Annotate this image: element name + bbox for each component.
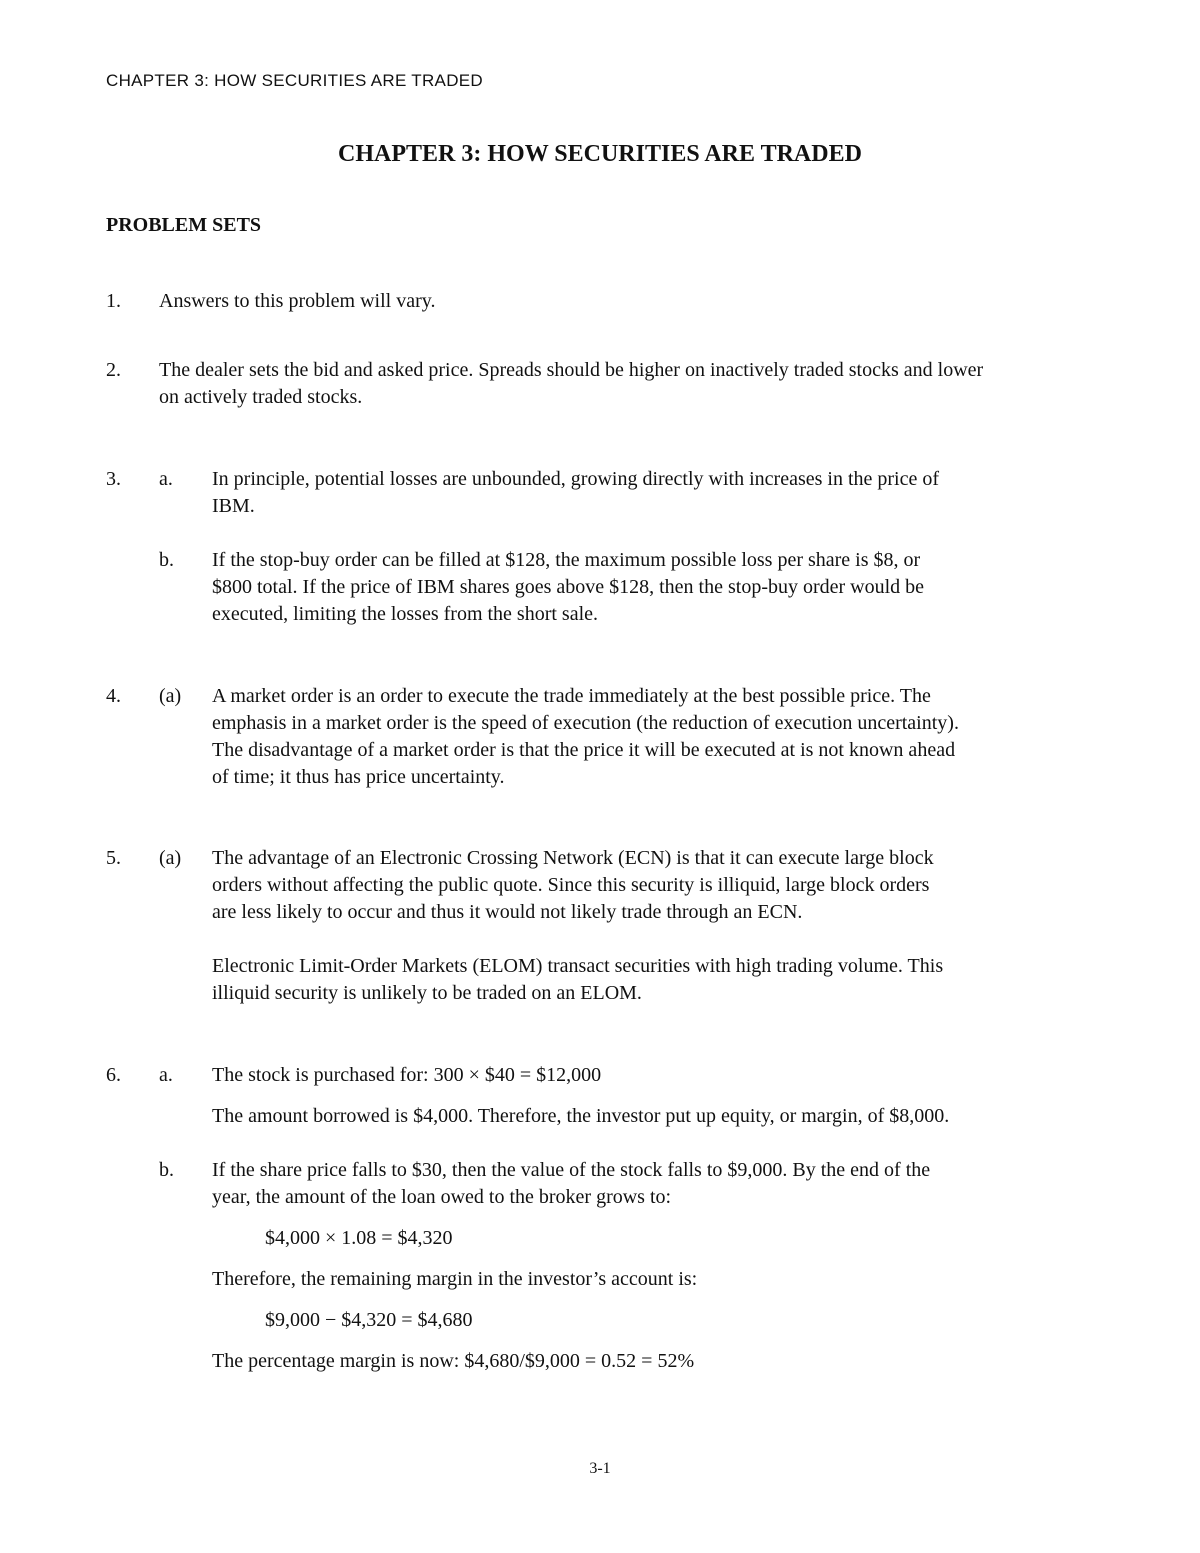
section-heading: PROBLEM SETS — [106, 214, 262, 236]
answer-line: IBM. — [212, 495, 255, 517]
answer-line: The percentage margin is now: $4,680/$9,000 = 0.52 = 52% — [212, 1350, 695, 1372]
subpart-label: b. — [159, 549, 174, 571]
answer-line: orders without affecting the public quote. Since this security is illiquid, large block orders — [212, 874, 930, 896]
running-header: CHAPTER 3: HOW SECURITIES ARE TRADED — [106, 71, 483, 90]
answer-line: If the share price falls to $30, then the value of the stock falls to $9,000. By the end of the — [212, 1159, 931, 1181]
subpart-label: (a) — [159, 685, 182, 707]
problem-number: 3. — [106, 468, 121, 490]
problem-number: 6. — [106, 1064, 121, 1086]
answer-line: of time; it thus has price uncertainty. — [212, 766, 505, 788]
answer-line: year, the amount of the loan owed to the broker grows to: — [212, 1186, 672, 1208]
answer-line: emphasis in a market order is the speed of execution (the reduction of execution uncertainty). — [212, 712, 959, 734]
subpart-label: a. — [159, 468, 173, 490]
answer-line: Therefore, the remaining margin in the investor’s account is: — [212, 1268, 698, 1290]
answer-line: Answers to this problem will vary. — [159, 290, 436, 312]
answer-line: Electronic Limit-Order Markets (ELOM) transact securities with high trading volume. This — [212, 955, 944, 977]
answer-line: The stock is purchased for: 300 × $40 = $12,000 — [212, 1064, 602, 1086]
answer-line: A market order is an order to execute the trade immediately at the best possible price. The — [212, 685, 931, 707]
answer-line: $800 total. If the price of IBM shares goes above $128, then the stop-buy order would be — [212, 576, 925, 598]
answer-line: illiquid security is unlikely to be traded on an ELOM. — [212, 982, 642, 1004]
problem-number: 2. — [106, 359, 121, 381]
equation: $4,000 × 1.08 = $4,320 — [265, 1227, 453, 1249]
problem-number: 5. — [106, 847, 121, 869]
answer-line: The amount borrowed is $4,000. Therefore, the investor put up equity, or margin, of $8,000. — [212, 1105, 950, 1127]
answer-line: executed, limiting the losses from the short sale. — [212, 603, 599, 625]
answer-line: on actively traded stocks. — [159, 386, 363, 408]
problem-number: 4. — [106, 685, 121, 707]
answer-line: The dealer sets the bid and asked price. Spreads should be higher on inactively traded stocks and lower — [159, 359, 984, 381]
subpart-label: a. — [159, 1064, 173, 1086]
answer-line: If the stop-buy order can be filled at $128, the maximum possible loss per share is $8, or — [212, 549, 921, 571]
equation: $9,000 − $4,320 = $4,680 — [265, 1309, 473, 1331]
subpart-label: b. — [159, 1159, 174, 1181]
page-title: CHAPTER 3: HOW SECURITIES ARE TRADED — [338, 141, 862, 167]
answer-line: In principle, potential losses are unbounded, growing directly with increases in the price of — [212, 468, 940, 490]
page-number: 3-1 — [589, 1460, 611, 1477]
answer-line: The disadvantage of a market order is that the price it will be executed at is not known ahead — [212, 739, 956, 761]
subpart-label: (a) — [159, 847, 182, 869]
problem-number: 1. — [106, 290, 121, 312]
answer-line: are less likely to occur and thus it would not likely trade through an ECN. — [212, 901, 803, 923]
answer-line: The advantage of an Electronic Crossing Network (ECN) is that it can execute large block — [212, 847, 934, 869]
